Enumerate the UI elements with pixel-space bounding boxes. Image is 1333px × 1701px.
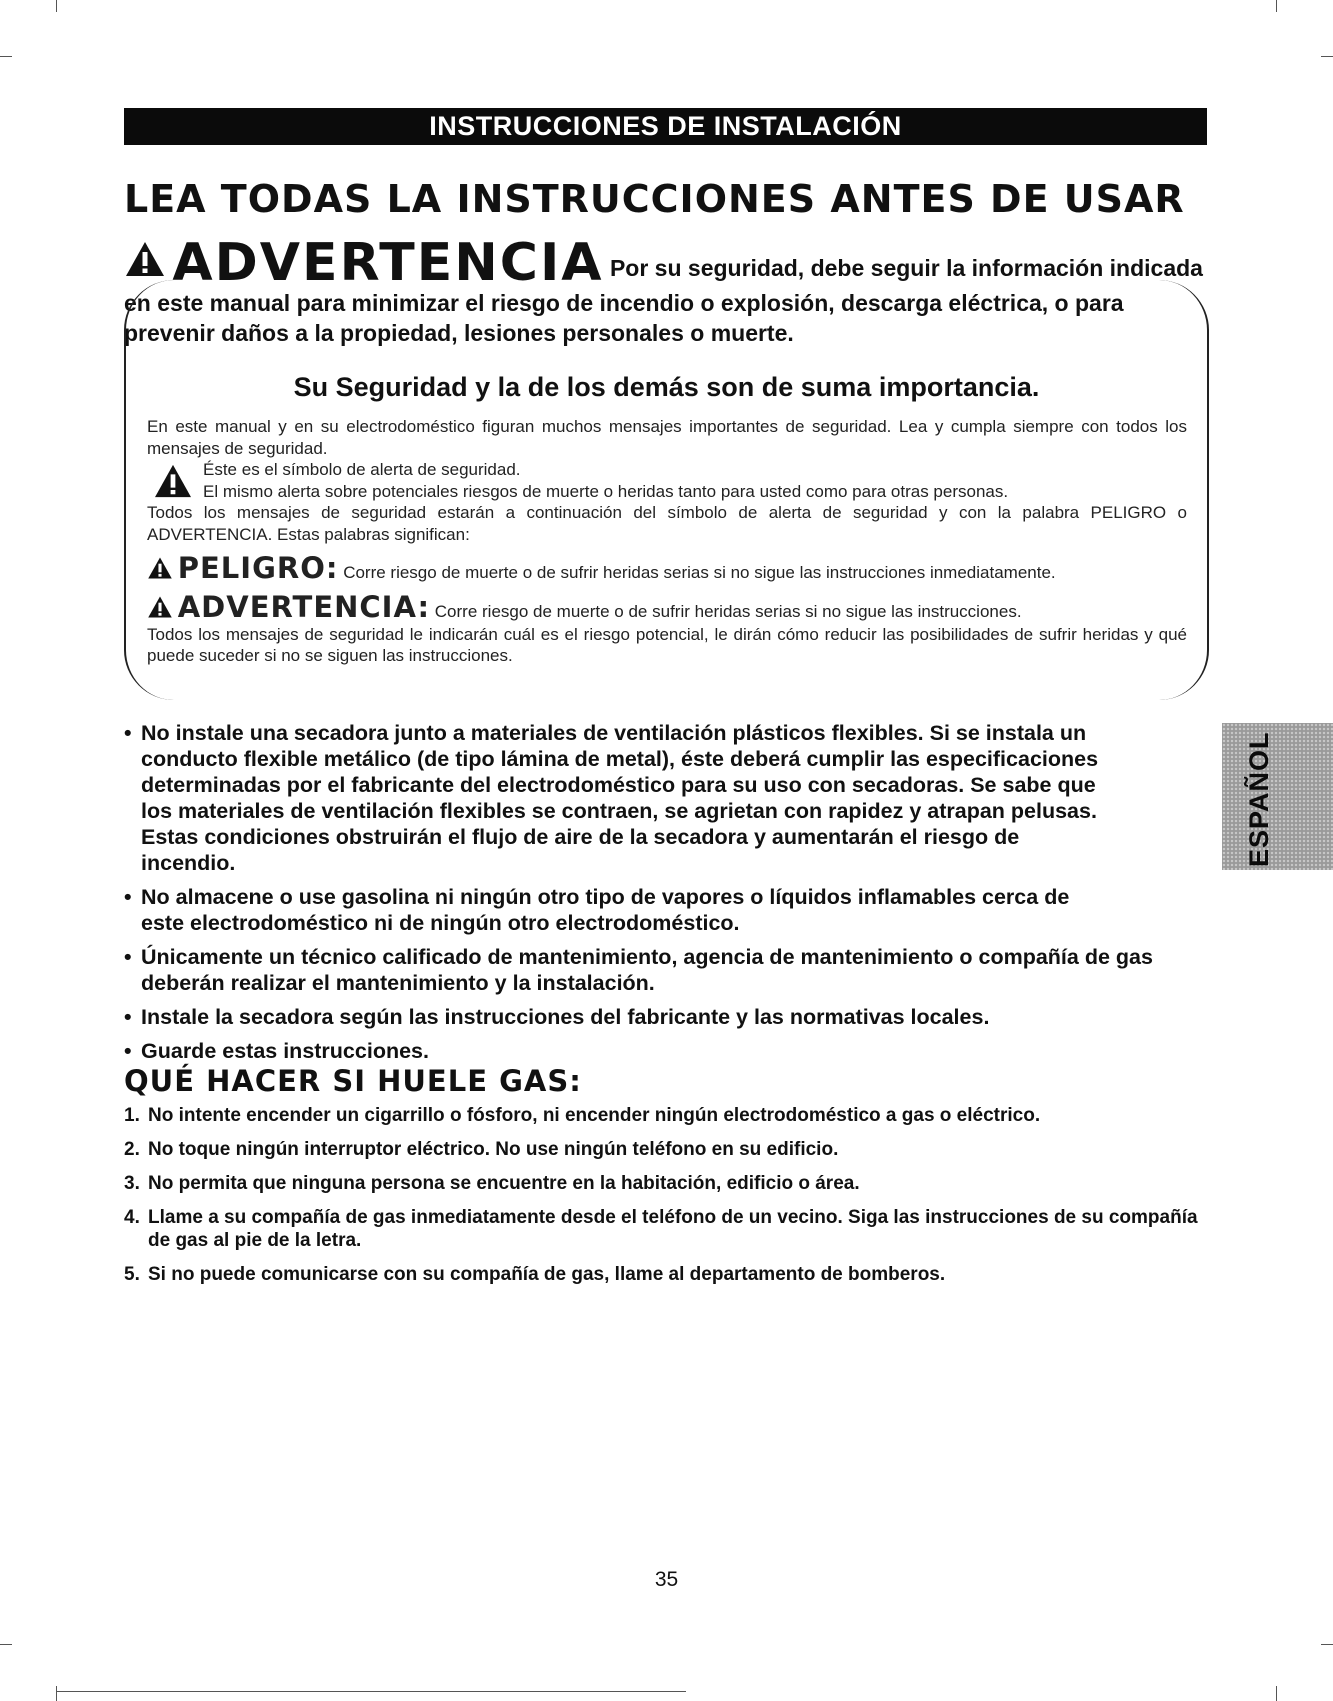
- warning-triangle-icon: [153, 463, 193, 499]
- peligro-word: PELIGRO:: [177, 550, 339, 585]
- safety-box-intro: En este manual y en su electrodoméstico figuran muchos mensajes importantes de seguridad. Lea y cumpla siempre con todos los mensajes de seguridad.: [147, 417, 1187, 458]
- safety-box-closing: Todos los mensajes de seguridad le indicarán cuál es el riesgo potencial, le dirán cómo reducir las posibilidades de sufrir heridas y qué puede suceder si no se siguen las instrucciones.: [147, 624, 1187, 666]
- safety-bullet-list: [124, 720, 1209, 1072]
- step-text: Si no puede comunicarse con su compañía de gas, llame al departamento de bomberos.: [148, 1264, 946, 1285]
- warning-intro-text: Por su seguridad, debe seguir la información indicada en este manual para minimizar el riesgo de incendio o explosión, descarga eléctrica, o para prevenir daños a la propiedad, lesiones personales o muerte.: [124, 255, 1203, 346]
- step-number: 1.: [124, 1105, 140, 1126]
- list-item: [124, 1104, 1214, 1127]
- crop-mark: [56, 0, 57, 12]
- step-text: No permita que ninguna persona se encuentre en la habitación, edificio o área.: [148, 1173, 860, 1194]
- list-item: [124, 1172, 1214, 1195]
- step-number: 2.: [124, 1139, 140, 1160]
- section-header-bar: INSTRUCCIONES DE INSTALACIÓN: [124, 108, 1207, 145]
- crop-mark: [1321, 1644, 1333, 1645]
- language-tab: [1222, 723, 1333, 870]
- advertencia-text: Corre riesgo de muerte o de sufrir heridas serias si no sigue las instrucciones.: [434, 601, 1022, 621]
- step-text: No intente encender un cigarrillo o fósforo, ni encender ningún electrodoméstico a gas o eléctrico.: [148, 1105, 1041, 1126]
- list-item: [124, 1138, 1214, 1161]
- safety-box-body: [147, 416, 1187, 667]
- crop-mark: [1321, 56, 1333, 57]
- safety-symbol-line1: Éste es el símbolo de alerta de seguridad.: [203, 460, 521, 480]
- signal-word-explanation: Todos los mensajes de seguridad estarán a continuación del símbolo de alerta de seguridad y con la palabra PELIGRO o ADVERTENCIA. Estas palabras significan:: [147, 503, 1187, 544]
- step-number: 3.: [124, 1173, 140, 1194]
- crop-mark: [1276, 1686, 1277, 1701]
- peligro-text: Corre riesgo de muerte o de sufrir heridas serias si no sigue las instrucciones inmediatamente.: [343, 562, 1056, 582]
- warning-triangle-icon: [147, 556, 173, 580]
- crop-mark: [56, 1686, 57, 1701]
- crop-mark: [1276, 0, 1277, 12]
- step-number: 5.: [124, 1264, 140, 1285]
- gas-section-title: QUÉ HACER SI HUELE GAS:: [124, 1064, 582, 1098]
- list-item: • Guarde estas instrucciones.: [124, 1038, 1209, 1064]
- advertencia-line: [147, 589, 1187, 624]
- safety-box-title: Su Seguridad y la de los demás son de suma importancia.: [293, 372, 1040, 402]
- list-item: • No almacene o use gasolina ni ningún otro tipo de vapores o líquidos inflamables cerca de este electrodoméstico ni de ningún otro electrodoméstico.: [124, 884, 1209, 936]
- safety-symbol-line2: El mismo alerta sobre potenciales riesgos de muerte o heridas tanto para usted como para otras personas.: [203, 481, 1009, 501]
- list-item: • No instale una secadora junto a materiales de ventilación plásticos flexibles. Si se instala un conducto flexible metálico (de tipo lámina de metal), éste deberá cumplir las especificaciones determinadas por el fabricante del electrodoméstico para su uso con secadoras. Se sabe que los materiales de ventilación flexibles se contraen, se agrietan con rapidez y atrapan pelusas. Estas condiciones obstruirán el flujo de aire de la secadora y aumentarán el riesgo de incendio.: [124, 720, 1209, 876]
- crop-mark: [0, 1644, 12, 1645]
- safety-symbol-row: [147, 459, 1187, 502]
- page-number: 35: [654, 1568, 679, 1591]
- page-title: LEA TODAS LA INSTRUCCIONES ANTES DE USAR: [124, 177, 1185, 221]
- gas-steps-list: [124, 1104, 1214, 1297]
- list-item: • Instale la secadora según las instrucciones del fabricante y las normativas locales.: [124, 1004, 1209, 1030]
- warning-triangle-icon: [147, 595, 173, 619]
- bottom-rule: [56, 1691, 686, 1692]
- step-number: 4.: [124, 1207, 140, 1228]
- list-item: [124, 1206, 1214, 1252]
- language-tab-label: ESPAÑOL: [1244, 731, 1274, 867]
- warning-signal-word: ADVERTENCIA: [172, 233, 604, 293]
- step-text: No toque ningún interruptor eléctrico. No use ningún teléfono en su edificio.: [148, 1139, 839, 1160]
- peligro-line: [147, 550, 1187, 585]
- warning-triangle-icon: [124, 240, 166, 278]
- list-item: [124, 1263, 1214, 1286]
- crop-mark: [0, 56, 12, 57]
- step-text: Llame a su compañía de gas inmediatamente desde el teléfono de un vecino. Siga las instrucciones de su compañía de gas al pie de la letra.: [148, 1207, 1198, 1251]
- advertencia-word: ADVERTENCIA:: [177, 589, 431, 624]
- list-item: • Únicamente un técnico calificado de mantenimiento, agencia de mantenimiento o compañía de gas deberán realizar el mantenimiento y la instalación.: [124, 944, 1209, 996]
